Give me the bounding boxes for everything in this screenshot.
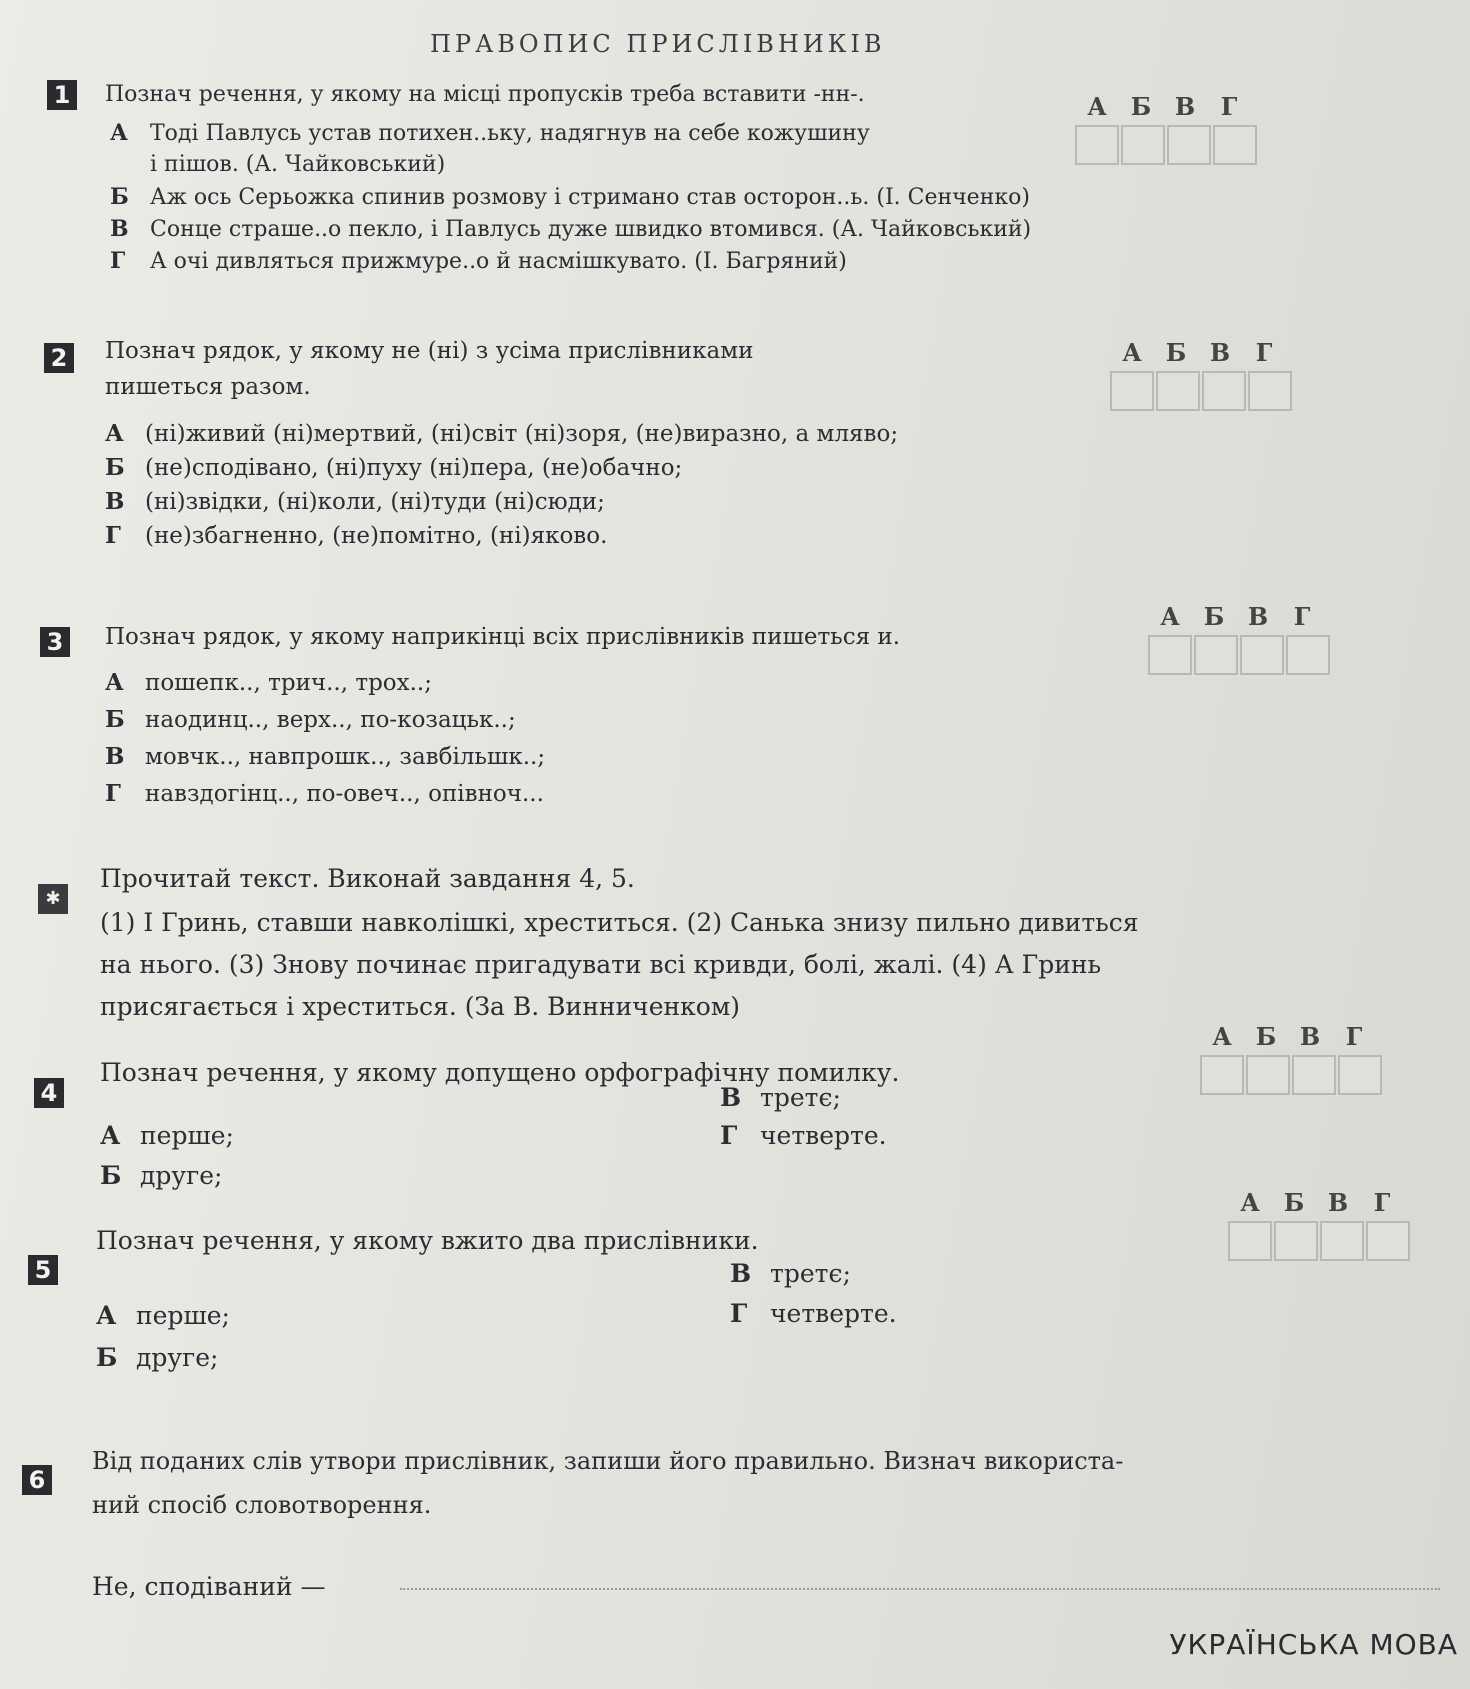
task-2-answer-grid: А Б В Г	[1110, 338, 1294, 411]
answer-box[interactable]	[1213, 125, 1257, 165]
task-6-question-cont: ний спосіб словотворення.	[92, 1491, 432, 1519]
task-number-1: 1	[47, 80, 77, 110]
reading-line-1: (1) І Гринь, ставши навколішкі, хреститься. (2) Санька знизу пильно дивиться	[100, 908, 1139, 937]
task-number-4: 4	[34, 1078, 64, 1108]
task-1-question: Познач речення, у якому на місці пропусків треба вставити -нн-.	[105, 82, 865, 107]
task-3-option-g: Г навздогінц.., по-овеч.., опівноч...	[105, 780, 544, 807]
task-2-option-b: Б (не)сподівано, (ні)пуху (ні)пера, (не)обачно;	[105, 454, 683, 481]
task-3-option-v: В мовчк.., навпрошк.., завбільшк..;	[105, 743, 546, 770]
task-number-5: 5	[28, 1255, 58, 1285]
answer-box[interactable]	[1292, 1055, 1336, 1095]
task-3-question: Познач рядок, у якому наприкінці всіх прислівників пишеться и.	[105, 624, 901, 650]
task-2-option-v: В (ні)звідки, (ні)коли, (ні)туди (ні)сюди;	[105, 488, 605, 515]
answer-box[interactable]	[1200, 1055, 1244, 1095]
task-4-option-b: Б друге;	[100, 1161, 223, 1190]
task-6-question: Від поданих слів утвори прислівник, запиши його правильно. Визнач використа-	[92, 1447, 1124, 1475]
task-4-question: Познач речення, у якому допущено орфографічну помилку.	[100, 1058, 900, 1087]
task-4-option-g: Г четверте.	[720, 1121, 887, 1150]
answer-box[interactable]	[1156, 371, 1200, 411]
task-2-question-cont: пишеться разом.	[105, 374, 311, 400]
task-1-option-g: Г А очі дивляться прижмуре..о й насмішкувато. (І. Багряний)	[110, 248, 847, 274]
task-5-option-v: В третє;	[730, 1259, 851, 1288]
task-5-answer-grid: А Б В Г	[1228, 1188, 1412, 1261]
task-4-option-v: В третє;	[720, 1083, 841, 1112]
answer-box[interactable]	[1366, 1221, 1410, 1261]
answer-box[interactable]	[1202, 371, 1246, 411]
answer-box[interactable]	[1228, 1221, 1272, 1261]
reading-intro: Прочитай текст. Виконай завдання 4, 5.	[100, 864, 635, 893]
task-5-option-a: А перше;	[96, 1301, 230, 1330]
task-number-3: 3	[40, 627, 70, 657]
task-number-6: 6	[22, 1465, 52, 1495]
page-title: ПРАВОПИС ПРИСЛІВНИКІВ	[430, 30, 886, 58]
task-1-answer-grid: А Б В Г	[1075, 92, 1259, 165]
task-number-2: 2	[44, 343, 74, 373]
answer-box[interactable]	[1148, 635, 1192, 675]
answer-box[interactable]	[1246, 1055, 1290, 1095]
reading-line-3: присягається і хреститься. (За В. Винниченком)	[100, 992, 741, 1021]
answer-box[interactable]	[1075, 125, 1119, 165]
task-2-question: Познач рядок, у якому не (ні) з усіма прислівниками	[105, 338, 754, 364]
task-3-option-b: Б наодинц.., верх.., по-козацьк..;	[105, 706, 516, 733]
answer-box[interactable]	[1248, 371, 1292, 411]
answer-box[interactable]	[1240, 635, 1284, 675]
answer-box[interactable]	[1320, 1221, 1364, 1261]
answer-box[interactable]	[1121, 125, 1165, 165]
task-1-option-a-cont: і пішов. (А. Чайковський)	[150, 152, 446, 177]
task-4-option-a: А перше;	[100, 1121, 234, 1150]
reading-icon: ✱	[38, 884, 68, 914]
task-1-option-a: А Тоді Павлусь устав потихен..ьку, надягнув на себе кожушину	[110, 120, 870, 146]
reading-line-2: на нього. (3) Знову починає пригадувати всі кривди, болі, жалі. (4) А Гринь	[100, 950, 1102, 979]
task-6-prompt: Не, сподіваний —	[92, 1572, 326, 1601]
answer-box[interactable]	[1110, 371, 1154, 411]
task-1-option-b: Б Аж ось Серьожка спинив розмову і стримано став осторон..ь. (І. Сенченко)	[110, 184, 1030, 210]
answer-box[interactable]	[1194, 635, 1238, 675]
task-1-option-v: В Сонце страше..о пекло, і Павлусь дуже швидко втомився. (А. Чайковський)	[110, 216, 1032, 242]
answer-box[interactable]	[1167, 125, 1211, 165]
task-6-answer-line[interactable]	[400, 1588, 1440, 1590]
task-5-option-b: Б друге;	[96, 1343, 219, 1372]
answer-box[interactable]	[1338, 1055, 1382, 1095]
task-2-option-a: А (ні)живий (ні)мертвий, (ні)світ (ні)зоря, (не)виразно, а мляво;	[105, 420, 899, 447]
task-5-option-g: Г четверте.	[730, 1299, 897, 1328]
task-3-answer-grid: А Б В Г	[1148, 602, 1332, 675]
answer-box[interactable]	[1274, 1221, 1318, 1261]
page-footer: УКРАЇНСЬКА МОВА	[1169, 1628, 1458, 1661]
answer-box[interactable]	[1286, 635, 1330, 675]
task-5-question: Познач речення, у якому вжито два прислівники.	[96, 1226, 759, 1255]
task-2-option-g: Г (не)збагненно, (не)помітно, (ні)яково.	[105, 522, 608, 549]
task-4-answer-grid: А Б В Г	[1200, 1022, 1384, 1095]
task-3-option-a: А пошепк.., трич.., трох..;	[105, 669, 432, 696]
